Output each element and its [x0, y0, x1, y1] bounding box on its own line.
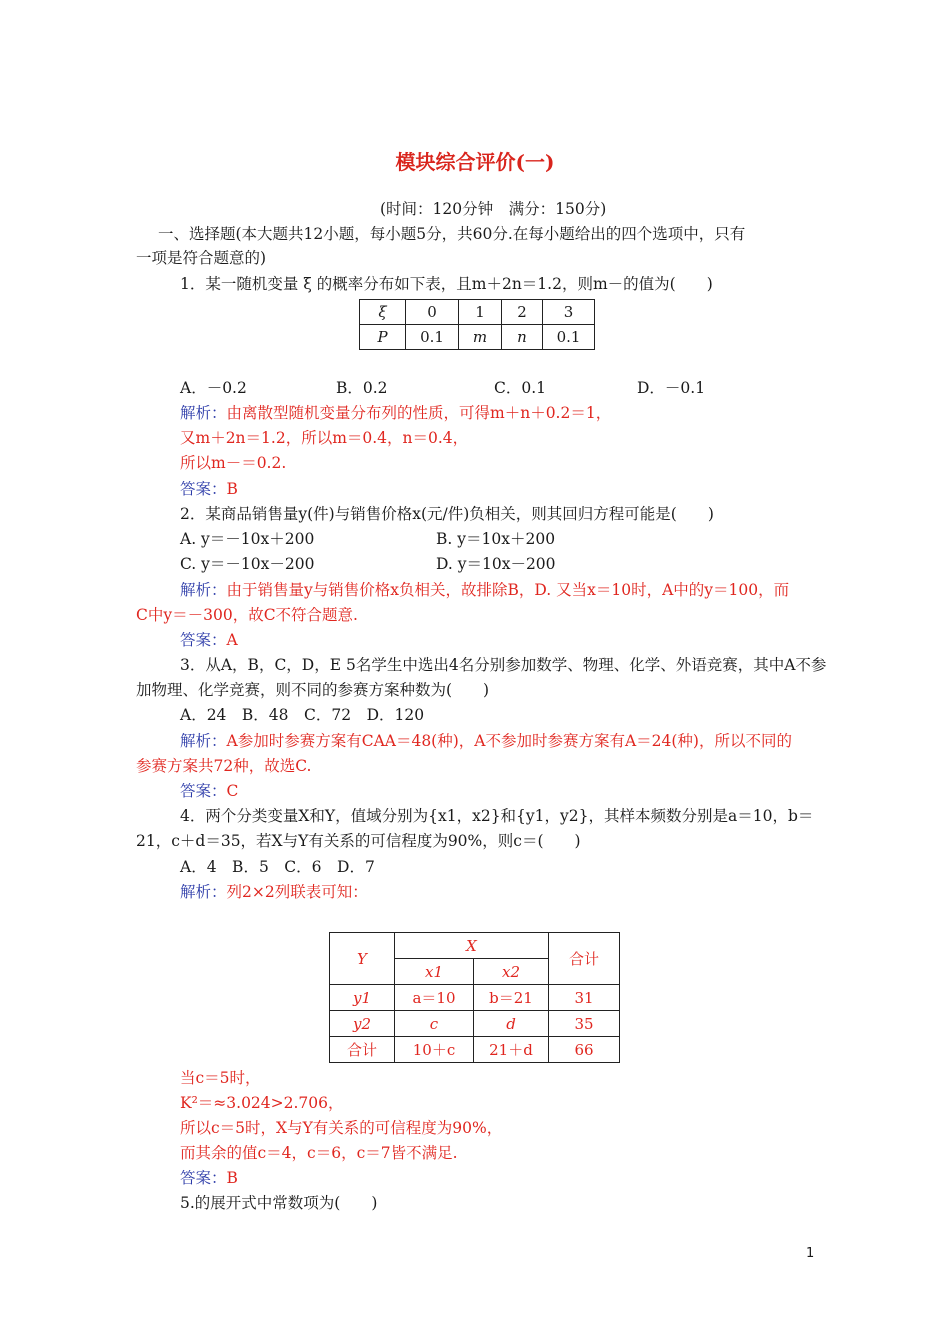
q2-option-a: A. y＝－10x＋200 [180, 530, 315, 548]
section-heading: 一、选择题(本大题共12小题，每小题5分，共60分.在每小题给出的四个选项中，只有 [158, 225, 746, 243]
q4-cell: b＝21 [474, 985, 549, 1011]
q3-analysis [180, 731, 792, 751]
q4-cell: 21＋d [474, 1037, 549, 1063]
q4-cell: 31 [549, 985, 620, 1011]
q1-th: 3 [543, 300, 595, 325]
q2-analysis-line: C中y＝－300，故C不符合题意. [136, 606, 358, 624]
q1-td: 0.1 [406, 325, 459, 350]
analysis-text: 由离散型随机变量分布列的性质，可得m＋n＋0.2＝1， [226, 404, 612, 422]
q1-answer [180, 479, 238, 499]
answer-value: B [226, 1169, 238, 1187]
analysis-label: 解析： [180, 404, 227, 422]
q1-td: P [360, 325, 406, 350]
q4-analysis-line: K²＝≈3.024>2.706， [180, 1094, 344, 1112]
analysis-label: 解析： [180, 732, 227, 750]
analysis-label: 解析： [180, 883, 227, 901]
analysis-label: 解析： [180, 581, 227, 599]
q4-x2-header: x2 [474, 959, 549, 985]
answer-label: 答案： [180, 480, 227, 498]
q1-analysis-line: 又m＋2n＝1.2，所以m＝0.4，n＝0.4， [180, 429, 469, 447]
q4-cell: a＝10 [395, 985, 474, 1011]
q1-option-c: C．0.1 [494, 379, 547, 397]
q1-th: 2 [502, 300, 543, 325]
analysis-text: A参加时参赛方案有CAA＝48(种)，A不参加时参赛方案有A＝24(种)，所以不同的 [226, 732, 792, 750]
table-row [330, 985, 620, 1011]
q1-th: 1 [459, 300, 502, 325]
section-heading-cont: 一项是符合题意的) [136, 249, 267, 267]
q1-option-b: B．0.2 [336, 379, 388, 397]
q4-analysis-line: 而其余的值c＝4，c＝6，c＝7皆不满足. [180, 1144, 458, 1162]
q3-stem: 3．从A，B，C，D，E 5名学生中选出4名分别参加数学、物理、化学、外语竞赛，其中A不参 [180, 656, 827, 674]
table-row [330, 1011, 620, 1037]
q3-options: A．24 B．48 C．72 D．120 [180, 706, 425, 724]
q4-cell: c [395, 1011, 474, 1037]
q1-analysis-line: 所以m－＝0.2. [180, 454, 287, 472]
q4-cell: y2 [330, 1011, 395, 1037]
q1-th: 0 [406, 300, 459, 325]
q4-contingency-table [329, 932, 620, 1063]
q4-analysis-line: 当c＝5时， [180, 1069, 261, 1087]
q4-stem-cont: 21，c＋d＝35，若X与Y有关系的可信程度为90%，则c＝( ) [136, 832, 581, 850]
q4-cell: 合计 [330, 1037, 395, 1063]
q1-td: n [502, 325, 543, 350]
q4-y-header: Y [330, 933, 395, 985]
exam-info: (时间：120分钟 满分：150分) [380, 200, 607, 218]
q2-option-c: C. y＝－10x－200 [180, 555, 315, 573]
q4-cell: 66 [549, 1037, 620, 1063]
q4-x-header: X [395, 933, 549, 959]
answer-value: B [226, 480, 238, 498]
q1-option-a: A．－0.2 [180, 379, 247, 397]
q1-td: 0.1 [543, 325, 595, 350]
page-number: 1 [806, 1246, 815, 1261]
analysis-text: 列2×2列联表可知： [226, 883, 368, 901]
q5-stem: 5.的展开式中常数项为( ) [180, 1194, 378, 1212]
table-row [330, 1037, 620, 1063]
q1-distribution-table [359, 299, 595, 350]
answer-value: C [226, 782, 239, 800]
q3-answer [180, 781, 238, 801]
answer-value: A [226, 631, 238, 649]
q4-options: A．4 B．5 C．6 D．7 [180, 858, 375, 876]
q2-option-b: B. y＝10x＋200 [436, 530, 556, 548]
q2-option-d: D. y＝10x－200 [436, 555, 556, 573]
q4-x1-header: x1 [395, 959, 474, 985]
q1-stem: 1．某一随机变量 ξ 的概率分布如下表，且m＋2n＝1.2，则m－的值为( ) [180, 275, 713, 293]
page-title: 模块综合评价(一) [395, 150, 555, 174]
q4-stem: 4．两个分类变量X和Y，值域分别为{x1，x2}和{y1，y2}，其样本频数分别是a＝10，b＝ [180, 807, 814, 825]
analysis-text: 由于销售量y与销售价格x负相关，故排除B，D. 又当x＝10时，A中的y＝100，而 [226, 581, 790, 599]
q4-cell: 35 [549, 1011, 620, 1037]
q2-stem: 2．某商品销售量y(件)与销售价格x(元/件)负相关，则其回归方程可能是( ) [180, 505, 714, 523]
answer-label: 答案： [180, 631, 227, 649]
q2-answer [180, 630, 238, 650]
q4-cell: d [474, 1011, 549, 1037]
q4-analysis [180, 882, 368, 902]
q1-td: m [459, 325, 502, 350]
q4-cell: 10＋c [395, 1037, 474, 1063]
q4-total-header: 合计 [549, 933, 620, 985]
q3-analysis-line: 参赛方案共72种，故选C. [136, 757, 312, 775]
q1-th: ξ [360, 300, 406, 325]
q4-answer [180, 1168, 238, 1188]
q4-cell: y1 [330, 985, 395, 1011]
q3-stem-cont: 加物理、化学竞赛，则不同的参赛方案种数为( ) [136, 681, 490, 699]
q4-analysis-line: 所以c＝5时，X与Y有关系的可信程度为90%， [180, 1119, 503, 1137]
q2-analysis [180, 580, 789, 600]
q1-option-d: D．－0.1 [637, 379, 706, 397]
answer-label: 答案： [180, 782, 227, 800]
answer-label: 答案： [180, 1169, 227, 1187]
q1-analysis [180, 403, 611, 423]
